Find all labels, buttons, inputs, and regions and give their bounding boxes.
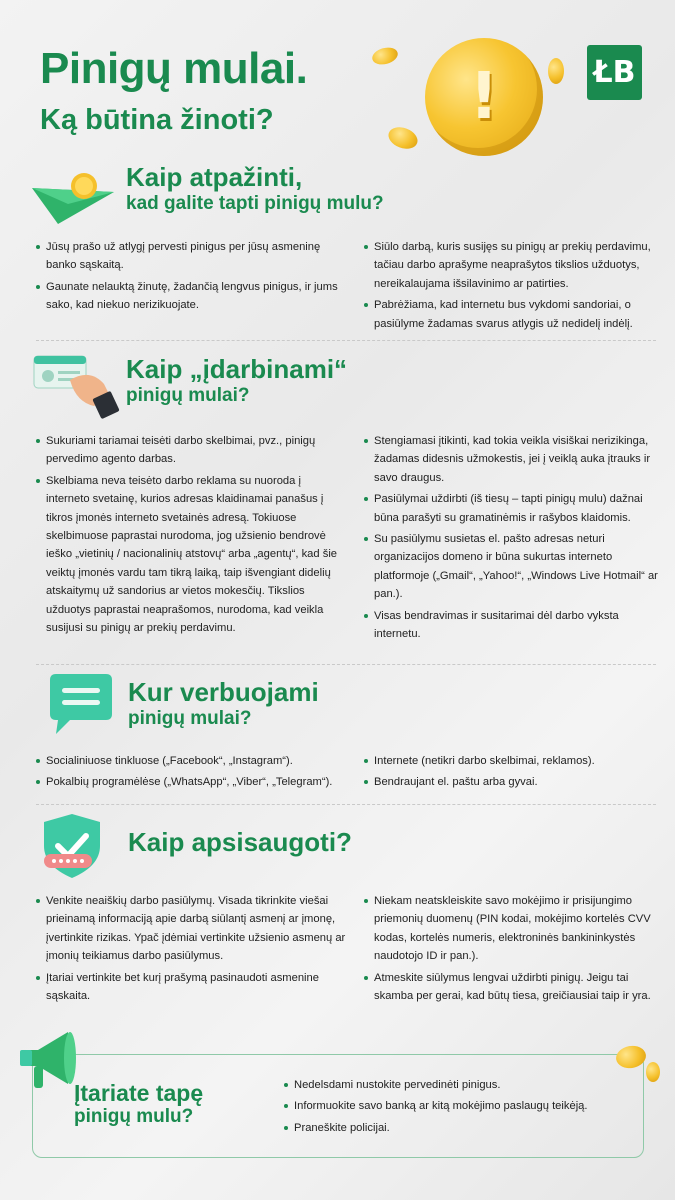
section-list-left [36,892,358,1008]
list-item: Gaunate nelauktą žinutę, žadančią lengvus pinigus, ir jums sako, kad niekuo nerizikuojate. [36,278,338,315]
shield-check-icon [38,812,120,884]
section-list-left [36,432,344,640]
list-item: Jūsų prašo už atlygį pervesti pinigus per jūsų asmeninę banko sąskaitą. [36,238,338,275]
list-item: Internete (netikri darbo skelbimai, reklamos). [364,752,664,770]
list-item: Informuokite savo banką ar kitą mokėjimo paslaugų teikėją. [284,1097,634,1115]
final-list [284,1076,634,1140]
final-title-line2: pinigų mulu? [74,1106,194,1128]
divider [36,664,656,665]
chat-bubble-icon [44,672,116,738]
logo: ŁB [587,45,642,100]
coin-icon [385,123,420,152]
list-item: Pokalbių programėlėse („WhatsApp“, „Viber“, „Telegram“). [36,773,358,791]
list-item: Venkite neaiškių darbo pasiūlymų. Visada tikrinkite viešai prieinamą informaciją apie darbą siūlantį asmenį ar įmonę, įvertinkite rizikas. Ypač įdėmiai vertinkite užsienio asmenų ar įmonių teikiamus darbo pasiūlymus. [36,892,358,966]
coin-icon [548,58,564,84]
divider [36,804,656,805]
section-title-where [128,678,319,730]
list-item: Skelbiama neva teisėto darbo reklama su nuoroda į interneto svetainę, kurios adresas klaidinamai panašus į tikros įmonės interneto svetainės adresą. Tokiuose skelbimuose paprastai nurodoma, jog užsienio bendrovė ieško „vietinių / nacionalinių atstovų“ arba „agentų“, kad šie veiktų įmonės vardu tam tikrą laiką, taip išvengiant didelių atskaitymų už sandorius ar vietos mokesčių. Tikslios užduotys paprastai neaprašomos, nurodoma, kad veikla susijusi su pinigų ar prekių perdavimu. [36,472,344,638]
list-item: Praneškite policijai. [284,1119,634,1137]
list-item: Pabrėžiama, kad internetu bus vykdomi sandoriai, o pasiūlyme žadamas svarus atlygis už nedidelį indėlį. [364,296,664,333]
list-item: Niekam neatskleiskite savo mokėjimo ir prisijungimo priemonių duomenų (PIN kodai, mokėjimo kortelės CVV kodas, kortelės numeris, elektroninės bankininkystės naudotojo ID ir pan.). [364,892,664,966]
hand-id-card-icon [30,350,122,420]
section-title-line1: Kaip „įdarbinami“ [126,354,348,384]
section-list-right [364,892,664,1008]
final-title [74,1080,203,1128]
divider [36,340,656,341]
section-list-left [36,752,358,795]
list-item: Stengiamasi įtikinti, kad tokia veikla visiškai nerizikinga, žadamas didesnis užmokestis, jei į veiklą auka įtrauks ir savo draugus. [364,432,664,487]
list-item: Socialiniuose tinkluose („Facebook“, „Instagram“). [36,752,358,770]
exclamation-coin-icon: ! [425,38,543,156]
section-title-recruited [126,355,347,407]
section-title-recognize [126,163,384,215]
section-title-line1: Kaip apsisaugoti? [128,827,352,857]
list-item: Visas bendravimas ir susitarimai dėl darbo vyksta internetu. [364,607,664,644]
list-item: Bendraujant el. paštu arba gyvai. [364,773,664,791]
section-title-line2: pinigų mulai? [126,384,250,406]
list-item: Siūlo darbą, kuris susijęs su pinigų ar prekių perdavimu, tačiau darbo aprašyme neaprašytos tikslios užduotys, nereikalaujama išsilavinimo ar patirties. [364,238,664,293]
section-title-line1: Kur verbuojami [128,677,319,707]
section-list-left [36,238,338,318]
list-item: Įtariai vertinkite bet kurį prašymą pasinaudoti asmenine sąskaita. [36,969,358,1006]
section-title-line2: pinigų mulai? [128,707,252,729]
list-item: Pasiūlymai uždirbti (iš tiesų – tapti pinigų mulu) dažnai būna parašyti su gramatinėmis ir rašybos klaidomis. [364,490,664,527]
page-subtitle: Ką būtina žinoti? [40,104,274,136]
section-title-line2: kad galite tapti pinigų mulu? [126,192,384,214]
final-title-line1: Įtariate tapę [74,1080,204,1106]
paper-plane-coin-icon [28,170,120,228]
section-title-line1: Kaip atpažinti, [126,162,303,192]
section-list-right [364,752,664,795]
list-item: Sukuriami tariamai teisėti darbo skelbimai, pvz., pinigų pervedimo agento darbas. [36,432,344,469]
list-item: Atmeskite siūlymus lengvai uždirbti pinigų. Jeigu tai skamba per gerai, kad būtų tiesa, greičiausiai taip ir yra. [364,969,664,1006]
section-list-right [364,432,664,646]
coin-icon [646,1062,660,1082]
list-item: Nedelsdami nustokite pervedinėti pinigus. [284,1076,634,1094]
section-title-protect [128,828,352,858]
list-item: Su pasiūlymu susietas el. pašto adresas neturi organizacijos domeno ir būna sukurtas interneto platformoje („Gmail“, „Yahoo!“, „Windows Live Hotmail“ ar pan.). [364,530,664,604]
coin-icon [370,45,399,67]
section-list-right [364,238,664,336]
page-title: Pinigų mulai. [40,44,308,93]
